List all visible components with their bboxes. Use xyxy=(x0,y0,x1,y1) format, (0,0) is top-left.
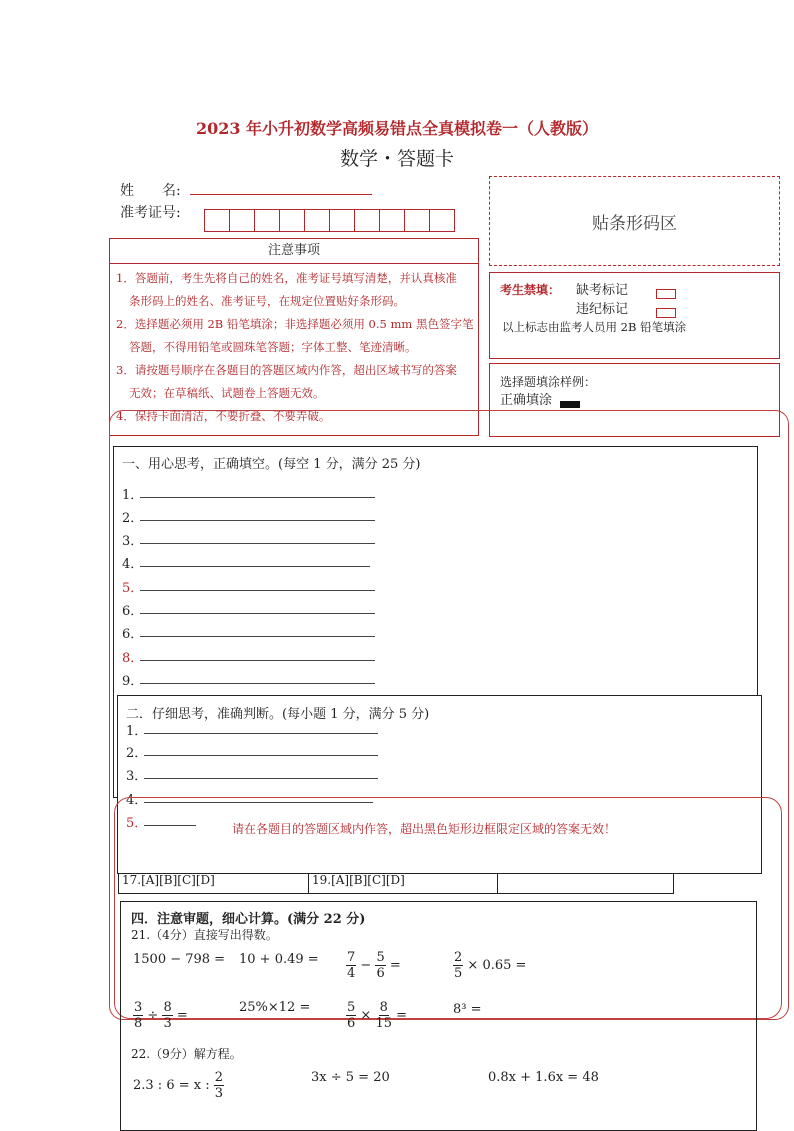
notice-box xyxy=(109,238,479,436)
barcode-label: 贴条形码区 xyxy=(592,213,677,234)
id-cell[interactable] xyxy=(429,209,455,232)
exam-marks-box xyxy=(489,272,780,359)
question-number: 4． xyxy=(122,557,144,572)
page-title: 2023 年小升初数学高频易错点全真模拟卷一（人教版） xyxy=(195,119,599,138)
notice-item: 答题，不得用铅笔或圆珠笔答题；字体工整、笔迹清晰。 xyxy=(129,340,417,354)
fraction-denominator: 3 xyxy=(214,1086,224,1101)
question-number: 3． xyxy=(122,534,144,549)
violation-label: 违纪标记 xyxy=(576,302,629,317)
answer-line[interactable] xyxy=(140,636,375,637)
name-field[interactable] xyxy=(190,194,372,195)
id-cell[interactable] xyxy=(304,209,330,232)
name-label: 姓 名: xyxy=(120,183,181,199)
question-number: 6． xyxy=(122,604,144,619)
answer-line[interactable] xyxy=(140,683,375,684)
id-cell[interactable] xyxy=(204,209,230,232)
fraction-numerator: 5 xyxy=(347,1000,356,1015)
fraction-denominator: 6 xyxy=(376,966,385,981)
notice-item: 3．请按题号顺序在各题目的答题区域内作答，超出区域书写的答案 xyxy=(116,363,457,377)
question-number: 5． xyxy=(122,581,144,596)
id-cell[interactable] xyxy=(354,209,380,232)
choice-row xyxy=(118,874,674,894)
fraction-numerator: 2 xyxy=(214,1070,224,1085)
section-calculation xyxy=(120,901,757,1131)
equation-text: 2.3 : 6 = x : xyxy=(133,1078,210,1093)
answer-line[interactable] xyxy=(140,660,375,661)
question-number: 1． xyxy=(122,488,144,503)
absent-mark[interactable] xyxy=(656,289,676,299)
barcode-area xyxy=(489,176,780,266)
id-label: 准考证号: xyxy=(120,205,181,221)
expr-7: $\frac{5}{6}$ × $\frac{8}{15}$ = xyxy=(347,1000,408,1031)
correct-fill-label: 正确填涂 xyxy=(500,393,553,408)
question-number: 2． xyxy=(126,746,148,761)
expr-6: 25%×12 = xyxy=(239,1000,311,1015)
choice-cell-empty xyxy=(498,874,673,893)
fraction-denominator: 3 xyxy=(163,1016,172,1031)
question-number: 9． xyxy=(122,674,144,689)
question-number: 2． xyxy=(122,511,144,526)
question-number: 5． xyxy=(126,816,148,831)
fraction-denominator: 15 xyxy=(375,1016,393,1031)
expr-8: 8³ = xyxy=(453,1002,482,1017)
fraction-numerator: 3 xyxy=(134,1000,143,1015)
equation-2: 3x ÷ 5 = 20 xyxy=(311,1070,390,1085)
fraction-numerator: 7 xyxy=(347,950,356,965)
fraction-denominator: 8 xyxy=(134,1016,143,1031)
absent-label: 缺考标记 xyxy=(576,283,629,298)
answer-line[interactable] xyxy=(140,543,375,544)
page-subtitle: 数学・答题卡 xyxy=(339,148,454,170)
sample-label: 选择题填涂样例： xyxy=(500,375,597,389)
notice-item: 条形码上的姓名、准考证号，在规定位置贴好条形码。 xyxy=(129,294,405,308)
question-number: 3． xyxy=(126,769,148,784)
expr-2: 10 + 0.49 = xyxy=(239,952,319,967)
question-number: 4． xyxy=(126,793,148,808)
fraction-numerator: 5 xyxy=(376,950,385,965)
answer-line[interactable] xyxy=(140,566,370,567)
boundary-warning: 请在各题目的答题区域内作答，超出黑色矩形边框限定区域的答案无效！ xyxy=(232,822,617,836)
violation-mark[interactable] xyxy=(656,308,676,318)
notice-item: 2．选择题必须用 2B 铅笔填涂；非选择题必须用 0.5 mm 黑色签字笔 xyxy=(116,317,474,331)
answer-row xyxy=(122,484,144,503)
answer-line[interactable] xyxy=(144,733,378,734)
id-number-grid[interactable] xyxy=(204,209,454,232)
id-cell[interactable] xyxy=(379,209,405,232)
fraction-numerator: 8 xyxy=(163,1000,172,1015)
question-number: 6． xyxy=(122,627,144,642)
id-cell[interactable] xyxy=(254,209,280,232)
question-22-label: 22.（9分）解方程。 xyxy=(131,1047,242,1061)
answer-line[interactable] xyxy=(144,755,378,756)
fraction-denominator: 5 xyxy=(454,966,463,981)
section-title: 二．仔细思考，准确判断。(每小题 1 分，满分 5 分) xyxy=(126,707,430,722)
answer-line[interactable] xyxy=(144,778,378,779)
id-cell[interactable] xyxy=(404,209,430,232)
section-title: 四．注意审题，细心计算。(满分 22 分) xyxy=(131,912,366,927)
expr-3: $\frac{7}{4}$ − $\frac{5}{6}$ = xyxy=(347,950,401,981)
expr-5: $\frac{3}{8}$ ÷ $\frac{8}{3}$ = xyxy=(134,1000,188,1031)
fraction-numerator: 2 xyxy=(454,950,463,965)
question-number: 8． xyxy=(122,651,144,666)
notice-item: 4．保持卡面清洁，不要折叠、不要弄破。 xyxy=(116,409,331,423)
expr-1: 1500 − 798 = xyxy=(133,952,226,967)
notice-item: 无效；在草稿纸、试题卷上答题无效。 xyxy=(129,386,325,400)
filled-sample-mark xyxy=(560,401,580,408)
equation-1 xyxy=(133,1070,224,1101)
exam-note: 以上标志由监考人员用 2B 铅笔填涂 xyxy=(502,320,687,334)
fraction-denominator: 6 xyxy=(347,1016,356,1031)
choice-cell-19[interactable]: 19.[A][B][C][D] xyxy=(309,874,498,893)
section-title: 一、用心思考，正确填空。(每空 1 分，满分 25 分) xyxy=(122,457,421,472)
choice-cell-17[interactable]: 17.[A][B][C][D] xyxy=(119,874,309,893)
fraction-numerator: 8 xyxy=(379,1000,388,1015)
question-number: 1． xyxy=(126,724,148,739)
answer-line[interactable] xyxy=(140,520,375,521)
fraction-denominator: 4 xyxy=(347,966,356,981)
exam-label: 考生禁填： xyxy=(500,283,561,297)
answer-line[interactable] xyxy=(140,590,375,591)
equation-3: 0.8x + 1.6x = 48 xyxy=(488,1070,599,1085)
answer-line[interactable] xyxy=(140,497,375,498)
question-21-label: 21.（4分）直接写出得数。 xyxy=(131,928,278,942)
answer-line[interactable] xyxy=(140,613,375,614)
expr-4: $\frac{2}{5}$ × 0.65 = xyxy=(454,950,527,981)
notice-item: 1．答题前，考生先将自己的姓名，准考证号填写清楚，并认真核准 xyxy=(116,271,457,285)
id-cell[interactable] xyxy=(229,209,255,232)
id-cell[interactable] xyxy=(329,209,355,232)
id-cell[interactable] xyxy=(279,209,305,232)
notice-heading: 注意事项 xyxy=(110,239,478,264)
